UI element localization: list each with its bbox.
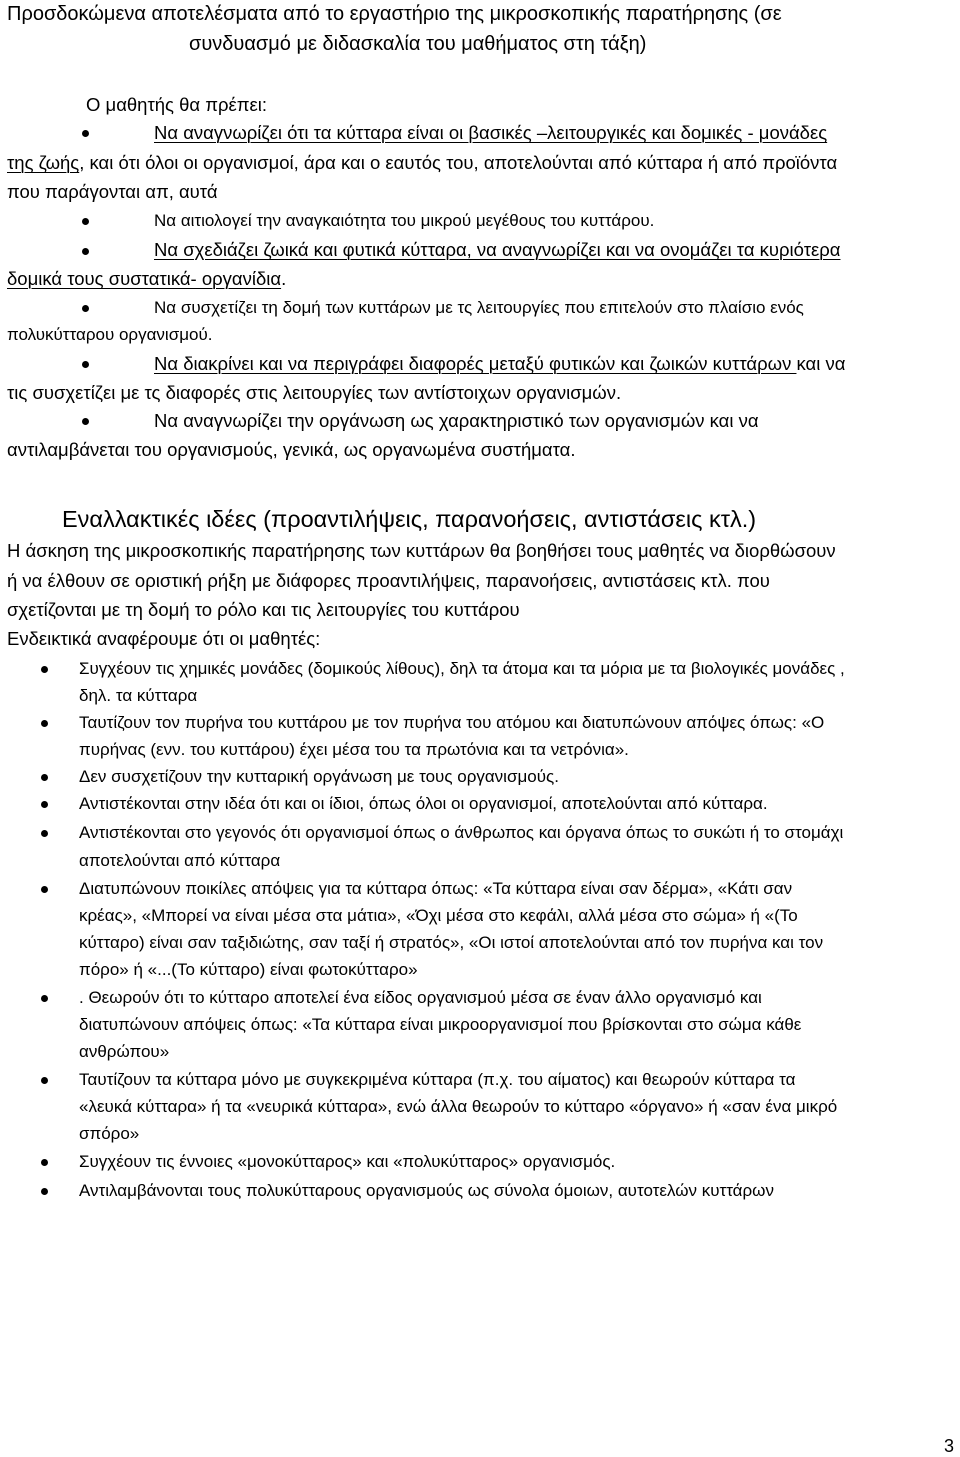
bullet-icon	[82, 248, 89, 255]
objective-3-rest: .	[281, 268, 287, 289]
bullet-icon	[82, 305, 89, 312]
misconception-2-line-2: πυρήνας (ενν. του κυττάρου) έχει μέσα του τα πρωτόνια και τα νετρόνια».	[79, 740, 629, 759]
section-paragraph-line-2: ή να έλθουν σε οριστική ρήξη με διάφορες προαντιλήψεις, παρανοήσεις, αντιστάσεις κτλ. που	[7, 570, 770, 591]
misconception-9-line-1: Συγχέουν τις έννοιες «μονοκύτταρος» και «πολυκύτταρος» οργανισμός.	[79, 1152, 616, 1171]
misconception-8-line-2: «λευκά κύτταρα» ή τα «νευρικά κύτταρα», ενώ άλλα θεωρούν το κύτταρο «όργανο» ή «σαν ένα μικρό	[79, 1097, 838, 1116]
page-number: 3	[943, 1436, 954, 1456]
objective-4-line-1: Να συσχετίζει τη δομή των κυττάρων με τς λειτουργίες που επιτελούν στο πλαίσιο ενός	[154, 298, 804, 317]
bullet-icon	[41, 1077, 48, 1084]
page-heading-line-2: συνδυασμό με διδασκαλία του μαθήματος στη τάξη)	[189, 33, 647, 55]
objective-5-line-1	[154, 355, 845, 374]
misconception-7-line-1: . Θεωρούν ότι το κύτταρο αποτελεί ένα είδος οργανισμού μέσα σε έναν άλλο οργανισμό και	[79, 988, 762, 1007]
misconception-5-line-1: Αντιστέκονται στο γεγονός ότι οργανισμοί όπως ο άνθρωπος και όργανα όπως το συκώτι ή το στομάχι	[79, 823, 844, 842]
misconception-10-line-1: Αντιλαμβάνονται τους πολυκύτταρους οργανισμούς ως σύνολα όμοιων, αυτοτελών κυττάρων	[79, 1181, 774, 1200]
objective-5-underlined: Να διακρίνει και να περιγράφει διαφορές μεταξύ φυτικών και ζωικών κυττάρων	[154, 353, 797, 374]
misconception-2-line-1: Ταυτίζουν τον πυρήνα του κυττάρου με τον πυρήνα του ατόμου και διατυπώνουν απόψες όπως: «Ο	[79, 713, 825, 732]
objective-4-line-2: πολυκύτταρου οργανισμού.	[7, 325, 213, 344]
bullet-icon	[41, 774, 48, 781]
misconception-4-line-1: Αντιστέκονται στην ιδέα ότι και οι ίδιοι, όπως όλοι οι οργανισμοί, αποτελούνται από κύτταρα.	[79, 794, 768, 813]
objective-1-line-1: Να αναγνωρίζει ότι τα κύτταρα είναι οι βασικές –λειτουργικές και δομικές - μονάδες	[154, 122, 828, 143]
misconception-5-line-2: αποτελούνται από κύτταρα	[79, 851, 281, 870]
misconception-6-line-3: κύτταρο) είναι σαν ταξιδιώτης, σαν ταξί ή στρατός», «Οι ιστοί αποτελούνται από τον πυρήνα και τον	[79, 933, 824, 952]
page-heading-line-1: Προσδοκώμενα αποτελέσματα από το εργαστήριο της μικροσκοπικής παρατήρησης (σε	[7, 3, 782, 25]
objectives-intro: Ο μαθητής θα πρέπει:	[86, 94, 268, 115]
misconception-6-line-4: πόρο» ή «...(Το κύτταρο) είναι φωτοκύτταρο»	[79, 960, 418, 979]
objective-1-line-3: που παράγονται απ, αυτά	[7, 181, 218, 202]
objective-1-underlined: της ζωής	[7, 152, 80, 173]
misconception-8-line-1: Ταυτίζουν τα κύτταρα μόνο με συγκεκριμένα κύτταρα (π.χ. του αίματος) και θεωρούν κύτταρα τα	[79, 1070, 796, 1089]
misconception-6-line-2: κρέας», «Μπορεί να είναι μέσα στα μάτια», «Όχι μέσα στο κεφάλι, αλλά μέσα στο σώμα» ή «(Το	[79, 906, 798, 925]
objective-3-underlined: δομικά τους συστατικά- οργανίδια	[7, 268, 282, 289]
bullet-icon	[41, 830, 48, 837]
objective-5-line-2: τις συσχετίζει με τς διαφορές στις λειτουργίες των αντίστοιχων οργανισμών.	[7, 382, 622, 403]
bullet-icon	[41, 801, 48, 808]
objective-6-line-2: αντιλαμβάνεται του οργανισμούς, γενικά, ως οργανωμένα συστήματα.	[7, 439, 576, 460]
misconception-1-line-1: Συγχέουν τις χημικές μονάδες (δομικούς λίθους), δηλ τα άτομα και τα μόρια με τα βιολογικές μονάδες ,	[79, 659, 845, 678]
objective-5-rest: και να	[796, 353, 846, 374]
bullet-icon	[41, 886, 48, 893]
misconception-3-line-1: Δεν συσχετίζουν την κυτταρική οργάνωση με τους οργανισμούς.	[79, 767, 559, 786]
misconception-8-line-3: σπόρο»	[79, 1124, 140, 1143]
bullet-icon	[41, 1188, 48, 1195]
misconception-1-line-2: δηλ. τα κύτταρα	[79, 686, 198, 705]
objective-6-line-1: Να αναγνωρίζει την οργάνωση ως χαρακτηριστικό των οργανισμών και να	[154, 410, 759, 431]
section-paragraph-line-3: σχετίζονται με τη δομή το ρόλο και τις λειτουργίες του κυττάρου	[7, 599, 520, 620]
bullet-icon	[82, 418, 89, 425]
bullet-icon	[82, 361, 89, 368]
section-paragraph-line-4: Ενδεικτικά αναφέρουμε ότι οι μαθητές:	[7, 628, 321, 649]
bullet-icon	[41, 666, 48, 673]
objective-1-line-2	[7, 154, 837, 173]
bullet-icon	[41, 1159, 48, 1166]
section-heading: Εναλλακτικές ιδέες (προαντιλήψεις, παρανοήσεις, αντιστάσεις κτλ.)	[62, 506, 757, 532]
bullet-icon	[41, 995, 48, 1002]
objective-2-line-1: Να αιτιολογεί την αναγκαιότητα του μικρού μεγέθους του κυττάρου.	[154, 211, 655, 230]
misconception-7-line-3: ανθρώπου»	[79, 1042, 170, 1061]
bullet-icon	[82, 218, 89, 225]
bullet-icon	[82, 130, 89, 137]
objective-3-line-1: Να σχεδιάζει ζωικά και φυτικά κύτταρα, να αναγνωρίζει και να ονομάζει τα κυριότερα	[154, 239, 841, 260]
misconception-7-line-2: διατυπώνουν απόψεις όπως: «Τα κύτταρα είναι μικροοργανισμοί που βρίσκονται στο σώμα κάθε	[79, 1015, 802, 1034]
section-paragraph-line-1: Η άσκηση της μικροσκοπικής παρατήρησης των κυττάρων θα βοηθήσει τους μαθητές να διορθώσουν	[7, 540, 836, 561]
objective-1-rest: , και ότι όλοι οι οργανισμοί, άρα και ο εαυτός του, αποτελούνται από κύτταρα ή από προϊόντα	[79, 152, 838, 173]
bullet-icon	[41, 720, 48, 727]
objective-3-line-2	[7, 270, 286, 289]
misconception-6-line-1: Διατυπώνουν ποικίλες απόψεις για τα κύτταρα όπως: «Τα κύτταρα είναι σαν δέρμα», «Κάτι σαν	[79, 879, 793, 898]
